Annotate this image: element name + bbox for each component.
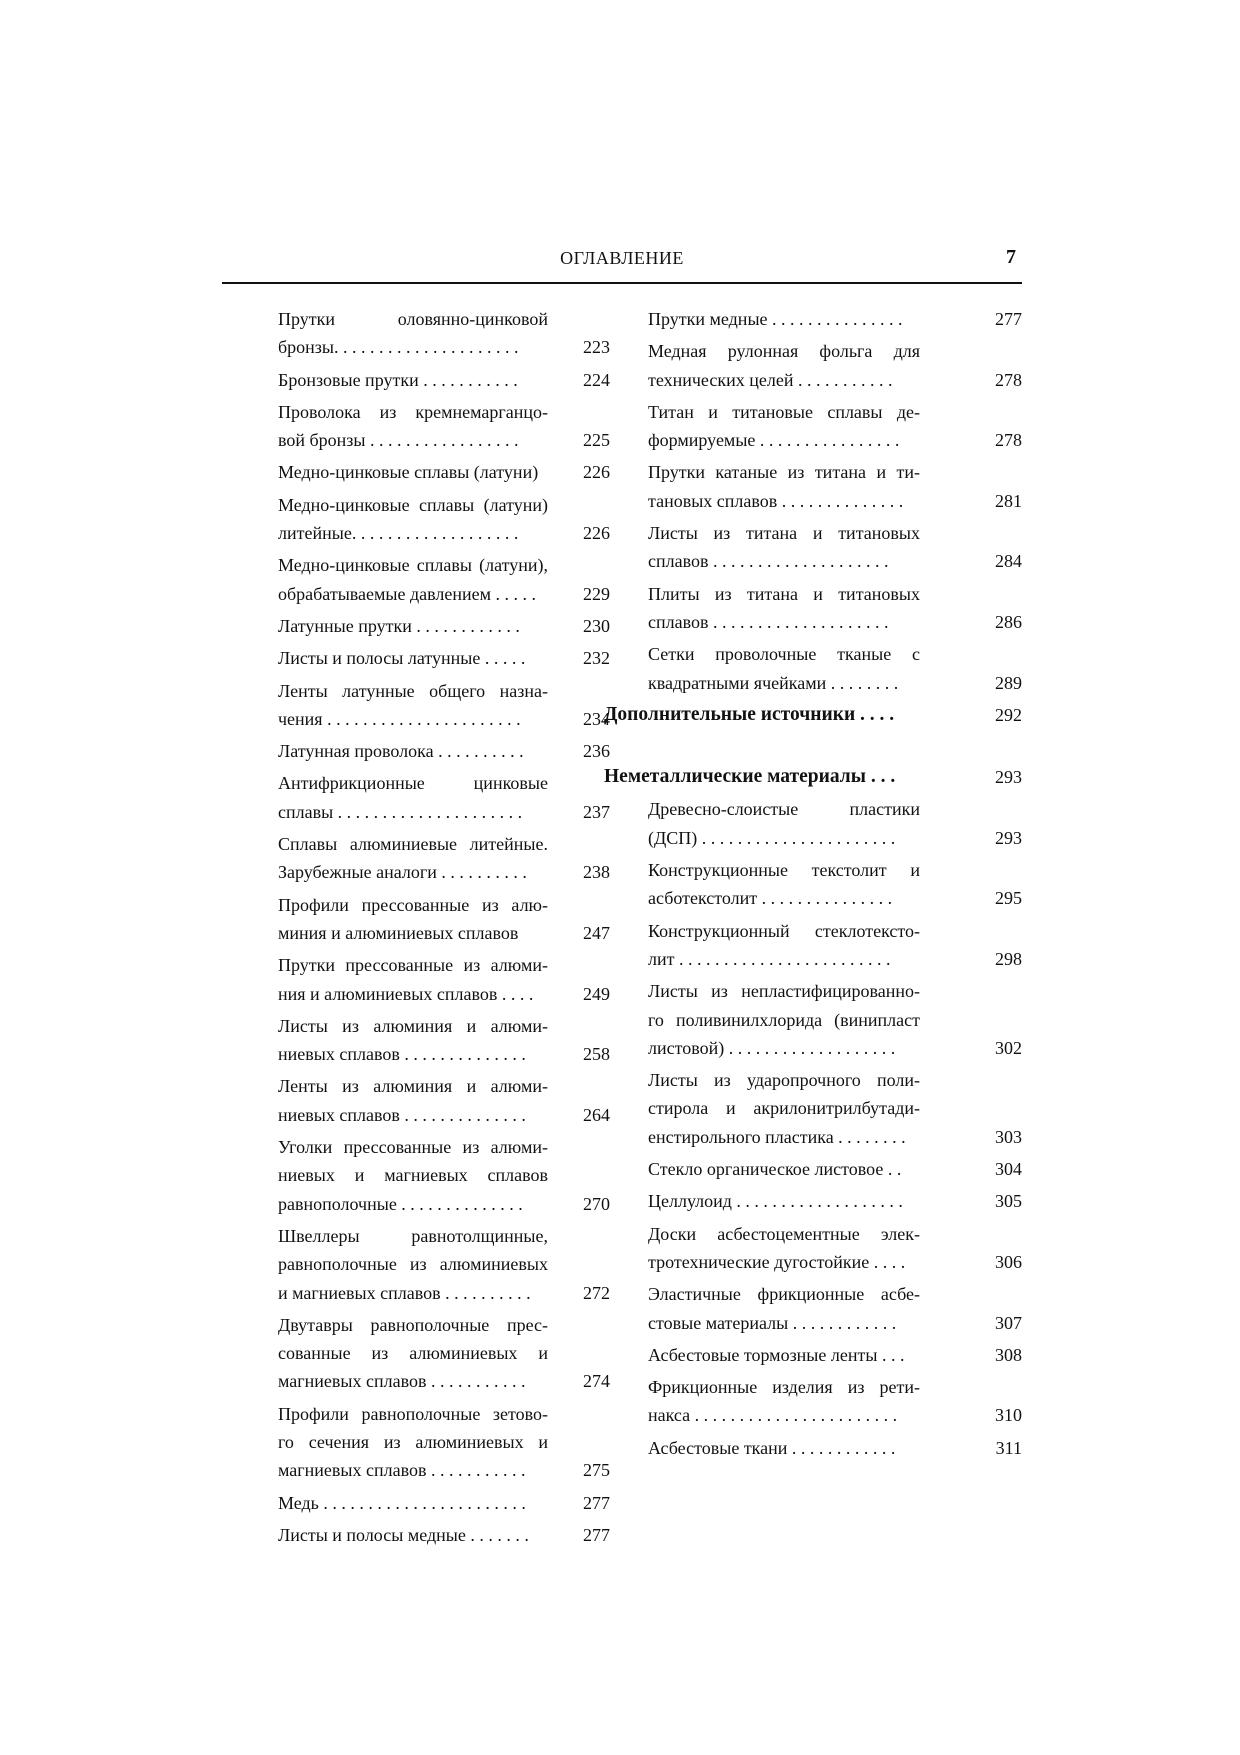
toc-entry[interactable] — [278, 1222, 610, 1307]
toc-entry-text: Фрикционные изделия из рети- — [648, 1377, 920, 1398]
toc-entry-text: магниевых сплавов . . . . . . . . . . . — [278, 1371, 526, 1392]
toc-entry[interactable] — [278, 891, 610, 948]
toc-page-number: 277 — [995, 309, 1022, 329]
toc-entry-text: Листы из ударопрочного поли- — [648, 1070, 920, 1091]
toc-entry-text: сплавов . . . . . . . . . . . . . . . . . . . . — [648, 611, 889, 632]
toc-entry-text: Прутки оловянно-цинковой — [278, 309, 548, 329]
toc-page-number: 293 — [995, 767, 1022, 788]
toc-entry[interactable] — [648, 856, 1022, 913]
toc-entry-text: Плиты из титана и титановых — [648, 583, 920, 604]
toc-entry[interactable] — [278, 458, 610, 486]
toc-page-number: 275 — [583, 1460, 610, 1481]
toc-entry-text: Прутки катаные из титана и ти- — [648, 462, 920, 483]
toc-entry-text: асботекстолит . . . . . . . . . . . . . . . — [648, 888, 893, 909]
toc-entry[interactable] — [278, 612, 610, 640]
toc-entry[interactable] — [648, 640, 1022, 697]
toc-entry[interactable] — [278, 491, 610, 548]
toc-entry[interactable] — [278, 1012, 610, 1069]
toc-entry[interactable] — [278, 1489, 610, 1517]
toc-page-number: 308 — [995, 1344, 1022, 1365]
toc-page-number: 302 — [995, 1037, 1022, 1058]
toc-page-number: 281 — [995, 490, 1022, 511]
toc-entry-text: Асбестовые ткани . . . . . . . . . . . . — [648, 1437, 896, 1458]
toc-page-number: 278 — [995, 430, 1022, 451]
header-title: ОГЛАВЛЕНИЕ — [560, 248, 684, 268]
toc-entry[interactable] — [648, 519, 1022, 576]
toc-entry-text: сплавов . . . . . . . . . . . . . . . . . . . . — [648, 551, 889, 572]
toc-entry[interactable] — [648, 337, 1022, 394]
toc-entry[interactable] — [278, 1072, 610, 1129]
toc-entry[interactable] — [648, 1187, 1022, 1215]
toc-page-number: 286 — [995, 611, 1022, 632]
toc-entry-text: Листы и полосы медные . . . . . . . — [278, 1524, 529, 1545]
toc-entry-text: Эластичные фрикционные асбе- — [648, 1284, 920, 1305]
toc-entry-text: Медно-цинковые сплавы (латуни) — [278, 462, 539, 483]
toc-entry-text: Ленты из алюминия и алюми- — [278, 1076, 548, 1097]
toc-entry-text: Проволока из кремнемарганцо- — [278, 401, 548, 422]
toc-entry-text: сплавы . . . . . . . . . . . . . . . . . . . . . — [278, 801, 523, 822]
toc-entry-text: лит . . . . . . . . . . . . . . . . . . . . . . . . — [648, 948, 891, 969]
toc-entry-text: Ленты латунные общего назна- — [278, 680, 548, 701]
toc-section-entry[interactable] — [604, 763, 1022, 791]
toc-entry[interactable] — [278, 677, 610, 734]
toc-page-number: 270 — [583, 1193, 610, 1214]
toc-entry-text: го поливинилхлорида (винипласт — [648, 1009, 920, 1030]
toc-entry-text: Антифрикционные цинковые — [278, 773, 548, 794]
toc-entry-text: Профили прессованные из алю- — [278, 894, 548, 915]
toc-page-number: 249 — [583, 983, 610, 1004]
toc-page-number: 304 — [995, 1159, 1022, 1180]
toc-entry-text: Стекло органическое листовое . . — [648, 1159, 902, 1180]
toc-entry-text: обрабатываемые давлением . . . . . — [278, 583, 537, 604]
toc-entry[interactable] — [278, 951, 610, 1008]
toc-entry[interactable] — [648, 1155, 1022, 1183]
toc-entry[interactable] — [648, 1434, 1022, 1462]
toc-entry-text: Прутки прессованные из алюми- — [278, 955, 548, 976]
toc-entry-text: Листы из непластифицированно- — [648, 981, 920, 1002]
toc-page-number: 278 — [995, 369, 1022, 390]
toc-entry[interactable] — [278, 737, 610, 765]
toc-entry-text: миния и алюминиевых сплавов — [278, 922, 519, 943]
toc-entry[interactable] — [278, 644, 610, 672]
toc-page-number: 292 — [995, 704, 1022, 725]
toc-column-left — [278, 305, 610, 1553]
toc-entry-text: чения . . . . . . . . . . . . . . . . . . . . . . — [278, 708, 521, 729]
toc-entry-text: Бронзовые прутки . . . . . . . . . . . — [278, 369, 518, 390]
toc-entry-text: Сплавы алюминиевые литейные. — [278, 834, 548, 855]
page-number: 7 — [1006, 246, 1016, 268]
toc-entry[interactable] — [278, 1521, 610, 1549]
toc-entry-text: Дополнительные источники . . . . — [604, 703, 895, 725]
toc-entry-text: ниевых и магниевых сплавов — [278, 1165, 548, 1186]
toc-column-right — [604, 305, 1022, 1466]
toc-page-number: 305 — [995, 1191, 1022, 1212]
toc-entry[interactable] — [648, 580, 1022, 637]
toc-page-number: 272 — [583, 1282, 610, 1303]
toc-entry-text: стирола и акрилонитрилбутади- — [648, 1098, 920, 1119]
toc-entry-text: накса . . . . . . . . . . . . . . . . . . . . . . . — [648, 1405, 898, 1426]
toc-page-number: 264 — [583, 1104, 610, 1125]
toc-entry-text: вой бронзы . . . . . . . . . . . . . . . . . — [278, 430, 519, 451]
toc-entry-text: Уголки прессованные из алюми- — [278, 1137, 548, 1158]
toc-entry-text: Прутки медные . . . . . . . . . . . . . . . — [648, 309, 903, 329]
toc-entry-text: Медная рулонная фольга для — [648, 341, 920, 362]
toc-entry-text: Доски асбестоцементные элек- — [648, 1223, 920, 1244]
toc-page-number: 298 — [995, 948, 1022, 969]
toc-entry[interactable] — [648, 1280, 1022, 1337]
toc-entry-text: енстирольного пластика . . . . . . . . — [648, 1126, 906, 1147]
toc-entry[interactable] — [648, 1341, 1022, 1369]
toc-page-number: 232 — [583, 648, 610, 669]
toc-page-number: 229 — [583, 583, 610, 604]
toc-entry-text: Латунные прутки . . . . . . . . . . . . — [278, 615, 520, 636]
toc-page-number: 223 — [583, 337, 610, 358]
toc-entry-text: Титан и титановые сплавы де- — [648, 401, 920, 422]
toc-page-number: 277 — [583, 1492, 610, 1513]
toc-entry-text: (ДСП) . . . . . . . . . . . . . . . . . . . . . . — [648, 827, 896, 848]
toc-entry[interactable] — [278, 305, 610, 362]
toc-entry-text: формируемые . . . . . . . . . . . . . . . . — [648, 430, 900, 451]
toc-entry[interactable] — [278, 830, 610, 887]
toc-page-number: 225 — [583, 430, 610, 451]
toc-entry[interactable] — [648, 917, 1022, 974]
toc-page-number: 306 — [995, 1251, 1022, 1272]
toc-entry-text: Латунная проволока . . . . . . . . . . — [278, 741, 524, 762]
toc-entry-text: равнополочные из алюминиевых — [278, 1254, 548, 1275]
toc-entry[interactable] — [648, 305, 1022, 333]
toc-entry-text: и магниевых сплавов . . . . . . . . . . — [278, 1282, 531, 1303]
toc-page-number: 258 — [583, 1044, 610, 1065]
toc-entry-text: бронзы. . . . . . . . . . . . . . . . . . . . . — [278, 337, 519, 358]
toc-entry-text: магниевых сплавов . . . . . . . . . . . — [278, 1460, 526, 1481]
toc-entry-text: равнополочные . . . . . . . . . . . . . . — [278, 1193, 523, 1214]
toc-entry-text: Медь . . . . . . . . . . . . . . . . . . . . . . . — [278, 1492, 526, 1513]
toc-entry[interactable] — [648, 1373, 1022, 1430]
toc-page-number: 226 — [583, 523, 610, 544]
toc-entry[interactable] — [278, 1400, 610, 1485]
toc-entry[interactable] — [648, 1220, 1022, 1277]
toc-entry-text: тановых сплавов . . . . . . . . . . . . . . — [648, 490, 904, 511]
toc-page-number: 230 — [583, 615, 610, 636]
toc-entry[interactable] — [648, 398, 1022, 455]
toc-entry-text: тротехнические дугостойкие . . . . — [648, 1251, 906, 1272]
toc-page-number: 234 — [583, 708, 610, 729]
toc-entry-text: Листы из титана и титановых — [648, 523, 920, 544]
toc-entry-text: Медно-цинковые сплавы (латуни) — [278, 494, 548, 515]
toc-entry-text: го сечения из алюминиевых и — [278, 1431, 548, 1452]
toc-page-number: 295 — [995, 888, 1022, 909]
toc-entry-text: Двутавры равнополочные прес- — [278, 1314, 548, 1335]
toc-page-number: 224 — [583, 369, 610, 390]
toc-page-number: 293 — [995, 827, 1022, 848]
toc-entry-text: Листы и полосы латунные . . . . . — [278, 648, 526, 669]
toc-section-entry[interactable] — [604, 701, 1022, 729]
toc-entry-text: Конструкционный стеклотексто- — [648, 920, 920, 941]
toc-page-number: 237 — [583, 801, 610, 822]
toc-entry[interactable] — [648, 977, 1022, 1062]
toc-entry-text: Швеллеры равнотолщинные, — [278, 1225, 548, 1246]
toc-entry-text: ниевых сплавов . . . . . . . . . . . . . . — [278, 1104, 526, 1125]
toc-page-number: 303 — [995, 1126, 1022, 1147]
toc-page-number: 307 — [995, 1312, 1022, 1333]
toc-entry-text: Конструкционные текстолит и — [648, 860, 920, 881]
toc-entry[interactable] — [278, 551, 610, 608]
toc-entry[interactable] — [278, 398, 610, 455]
toc-entry[interactable] — [278, 1133, 610, 1218]
toc-entry-text: Профили равнополочные зетово- — [278, 1403, 548, 1424]
toc-page-number: 274 — [583, 1371, 610, 1392]
toc-entry-text: стовые материалы . . . . . . . . . . . . — [648, 1312, 897, 1333]
toc-entry[interactable] — [278, 366, 610, 394]
toc-page-number: 247 — [583, 922, 610, 943]
toc-entry-text: ниевых сплавов . . . . . . . . . . . . . . — [278, 1044, 526, 1065]
toc-entry-text: Асбестовые тормозные ленты . . . — [648, 1344, 905, 1365]
toc-entry-text: литейные. . . . . . . . . . . . . . . . . . . — [278, 523, 519, 544]
toc-entry-text: Листы из алюминия и алюми- — [278, 1015, 548, 1036]
running-header — [222, 244, 1022, 284]
toc-entry[interactable] — [278, 769, 610, 826]
toc-entry[interactable] — [648, 458, 1022, 515]
toc-page-number: 311 — [995, 1437, 1022, 1458]
toc-entry-text: Неметаллические материалы . . . — [604, 766, 896, 788]
toc-entry-text: ния и алюминиевых сплавов . . . . — [278, 983, 534, 1004]
toc-entry-text: сованные из алюминиевых и — [278, 1343, 548, 1364]
toc-entry-text: Целлулоид . . . . . . . . . . . . . . . . . . . — [648, 1191, 903, 1212]
toc-entry-text: листовой) . . . . . . . . . . . . . . . . . . . — [648, 1037, 896, 1058]
toc-page-number: 277 — [583, 1524, 610, 1545]
toc-entry-text: квадратными ячейками . . . . . . . . — [648, 672, 899, 693]
toc-entry[interactable] — [648, 1066, 1022, 1151]
toc-page-number: 284 — [995, 551, 1022, 572]
toc-entry-text: Сетки проволочные тканые с — [648, 644, 920, 665]
toc-entry[interactable] — [278, 1311, 610, 1396]
toc-page-number: 310 — [995, 1405, 1022, 1426]
toc-entry-text: Зарубежные аналоги . . . . . . . . . . — [278, 862, 527, 883]
toc-page-number: 226 — [583, 462, 610, 483]
toc-page-number: 289 — [995, 672, 1022, 693]
toc-page-number: 236 — [583, 741, 610, 762]
toc-entry-text: Медно-цинковые сплавы (латуни), — [278, 555, 548, 576]
toc-page-number: 238 — [583, 862, 610, 883]
toc-entry-text: Древесно-слоистые пластики — [648, 799, 920, 820]
toc-entry[interactable] — [648, 795, 1022, 852]
toc-entry-text: технических целей . . . . . . . . . . . — [648, 369, 893, 390]
